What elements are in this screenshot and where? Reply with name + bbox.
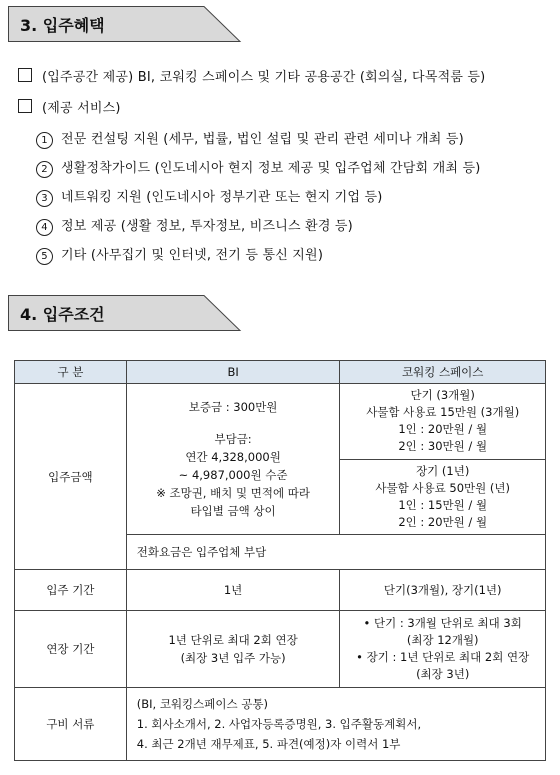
cw-long-2: 사물함 사용료 50만원 (년) [375, 480, 510, 495]
service-text: 생활정착가이드 (인도네시아 현지 정보 제공 및 입주업체 간담회 개최 등) [61, 161, 481, 176]
checkbox-icon [18, 68, 32, 82]
cw-ext-2: (최장 12개월) [406, 633, 479, 647]
cw-long-1: 장기 (1년) [416, 463, 470, 478]
section-4-title: 4. 입주조건 [20, 305, 105, 324]
coworking-long-cell [340, 459, 546, 535]
deposit-label: 입주금액 [15, 384, 127, 570]
table-row [15, 384, 546, 460]
service-item [36, 244, 323, 265]
benefit-item-space-text: (입주공간 제공) BI, 코워킹 스페이스 및 기타 공용공간 (회의실, 다목적룸 등) [42, 70, 486, 85]
header-coworking: 코워킹 스페이스 [340, 361, 546, 384]
cw-long-3: 1인 : 15만원 / 월 [398, 497, 488, 512]
conditions-table [14, 360, 546, 761]
section-3-title: 3. 입주혜택 [20, 16, 105, 35]
circled-number: 5 [36, 248, 53, 265]
table-header-row [15, 361, 546, 384]
service-text: 전문 컨설팅 지원 (세무, 법률, 법인 설립 및 관리 관련 세미나 개최 등) [61, 132, 464, 147]
cw-ext-1: • 단기 : 3개월 단위로 최대 3회 [363, 616, 522, 630]
bi-ext-1: 1년 단위로 최대 2회 연장 [168, 633, 298, 647]
bi-fee-title: 부담금: [214, 432, 252, 446]
bi-deposit: 보증금 : 300만원 [188, 400, 278, 414]
table-row [15, 570, 546, 611]
cw-long-4: 2인 : 20만원 / 월 [398, 514, 488, 529]
bi-ext-2: (최장 3년 입주 가능) [180, 651, 286, 665]
period-label: 입주 기간 [15, 570, 127, 611]
section-4-header [8, 295, 240, 331]
section-3-header [8, 6, 240, 42]
cw-ext-4: (최장 3년) [416, 667, 470, 681]
cw-short-1: 단기 (3개월) [410, 388, 475, 403]
bi-period: 1년 [126, 570, 340, 611]
service-item [36, 128, 464, 149]
bi-fee-range-2: ~ 4,987,000원 수준 [178, 468, 288, 482]
phone-note: 전화요금은 입주업체 부담 [126, 535, 545, 570]
service-item [36, 186, 383, 207]
cw-short-4: 2인 : 30만원 / 월 [398, 439, 488, 454]
service-item [36, 157, 481, 178]
benefit-item-space [18, 66, 485, 85]
circled-number: 4 [36, 219, 53, 236]
benefit-item-services-text: (제공 서비스) [42, 101, 121, 116]
cw-short-3: 1인 : 20만원 / 월 [398, 422, 488, 437]
docs-3: 4. 최근 2개년 재무제표, 5. 파견(예정)자 이력서 1부 [136, 737, 401, 751]
bi-fee-range-1: 연간 4,328,000원 [185, 450, 281, 464]
table-row [15, 688, 546, 761]
service-item [36, 215, 353, 236]
benefit-item-services [18, 97, 121, 116]
cw-short-2: 사물함 사용료 15만원 (3개월) [366, 405, 520, 420]
extension-label: 연장 기간 [15, 611, 127, 688]
header-bi: BI [126, 361, 340, 384]
docs-2: 1. 회사소개서, 2. 사업자등록증명원, 3. 입주활동계획서, [136, 717, 422, 731]
service-text: 네트워킹 지원 (인도네시아 정부기관 또는 현지 기업 등) [61, 190, 383, 205]
circled-number: 3 [36, 190, 53, 207]
bi-note-1: ※ 조망권, 배치 및 면적에 따라 [156, 486, 310, 500]
bi-deposit-cell [126, 384, 340, 535]
circled-number: 1 [36, 132, 53, 149]
cw-ext-3: • 장기 : 1년 단위로 최대 2회 연장 [356, 650, 530, 664]
service-text: 정보 제공 (생활 정보, 투자정보, 비즈니스 환경 등) [61, 219, 353, 234]
bi-note-2: 타입별 금액 상이 [190, 504, 276, 518]
header-category: 구 분 [15, 361, 127, 384]
service-text: 기타 (사무집기 및 인터넷, 전기 등 통신 지원) [61, 248, 324, 263]
cw-period: 단기(3개월), 장기(1년) [340, 570, 546, 611]
table-row [15, 611, 546, 688]
cw-extension-cell [340, 611, 546, 688]
documents-label: 구비 서류 [15, 688, 127, 761]
coworking-short-cell [340, 384, 546, 460]
bi-extension-cell [126, 611, 340, 688]
documents-cell [126, 688, 545, 761]
checkbox-icon [18, 99, 32, 113]
docs-1: (BI, 코워킹스페이스 공통) [136, 697, 268, 711]
circled-number: 2 [36, 161, 53, 178]
